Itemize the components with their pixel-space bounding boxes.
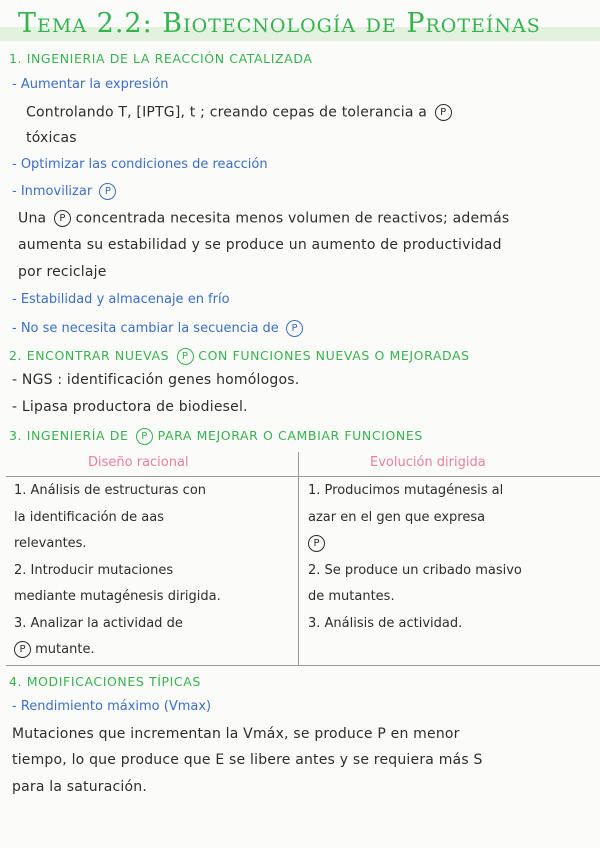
section-3-heading [9, 428, 423, 445]
s1-item-secuencia [12, 320, 303, 337]
s1-inmovilizar-text-b: aumenta su estabilidad y se produce un aumento de productividad [18, 237, 502, 253]
column-header-evolucion-dirigida: Evolución dirigida [370, 455, 486, 470]
s1-inmovilizar-text-a [18, 210, 509, 227]
left-line-last-label: mutante. [35, 642, 95, 657]
s4-text-1: Mutaciones que incrementan la Vmáx, se produce P en menor [12, 726, 460, 742]
left-line: 2. Introducir mutaciones [14, 562, 174, 578]
section-4-heading: 4. MODIFICACIONES TÍPICAS [9, 674, 201, 689]
page-title: Tema 2.2: Biotecnología de Proteínas [18, 8, 541, 39]
s1-item-inmovilizar [12, 183, 116, 200]
p-protein-symbol: P [308, 535, 325, 552]
p-protein-symbol: P [435, 104, 452, 121]
s2-line-ngs: - NGS : identificación genes homólogos. [12, 372, 300, 388]
s1-aumentar-text-b: tóxicas [26, 130, 77, 146]
s1-aumentar-text-a [26, 104, 452, 121]
comparison-table [6, 452, 600, 666]
left-line: relevantes. [14, 536, 87, 551]
section-2-heading-post: CON FUNCIONES NUEVAS O MEJORADAS [198, 348, 470, 363]
s2-line-lipasa: - Lipasa productora de biodiesel. [12, 399, 248, 415]
section-1-heading: 1. INGENIERIA DE LA REACCIÓN CATALIZADA [9, 51, 313, 66]
s1-item-estabilidad: - Estabilidad y almacenaje en frío [12, 292, 230, 307]
section-3-heading-post: PARA MEJORAR O CAMBIAR FUNCIONES [157, 428, 423, 443]
s4-text-2: tiempo, lo que produce que E se libere antes y se requiera más S [12, 752, 483, 768]
s1-inmovilizar-text-a-post: concentrada necesita menos volumen de reactivos; además [75, 210, 510, 227]
s1-inmovilizar-text-a-pre: Una [18, 210, 47, 227]
column-header-diseno-racional: Diseño racional [88, 455, 189, 470]
s1-inmovilizar-text-c: por reciclaje [18, 264, 107, 280]
s4-text-3: para la saturación. [12, 779, 148, 795]
right-line: 2. Se produce un cribado masivo [308, 562, 522, 578]
table-bottom-rule [6, 665, 600, 666]
s1-item-inmovilizar-label: - Inmovilizar [12, 184, 93, 199]
p-protein-symbol: P [54, 210, 71, 227]
p-protein-symbol: P [14, 641, 31, 658]
p-protein-symbol: P [177, 348, 194, 365]
s4-sub-rendimiento: - Rendimiento máximo (Vmax) [12, 699, 212, 714]
right-line: 1. Producimos mutagénesis al [308, 483, 504, 498]
right-line-p [308, 531, 522, 558]
s1-item-optimizar: - Optimizar las condiciones de reacción [12, 157, 268, 172]
s1-item-aumentar: - Aumentar la expresión [12, 77, 169, 92]
section-2-heading-pre: 2. ENCONTRAR NUEVAS [9, 348, 170, 363]
section-3-heading-pre: 3. INGENIERÍA DE [9, 428, 129, 443]
s1-item-secuencia-label: - No se necesita cambiar la secuencia de [12, 321, 279, 336]
right-line: 3. Análisis de actividad. [308, 615, 463, 631]
left-line: 3. Analizar la actividad de [14, 615, 183, 631]
right-line: de mutantes. [308, 589, 395, 604]
p-protein-symbol: P [136, 428, 153, 445]
cell-evolucion-dirigida [308, 478, 522, 637]
section-2-heading [9, 348, 470, 365]
p-protein-symbol: P [99, 183, 116, 200]
left-line-last [14, 637, 221, 664]
left-line: 1. Análisis de estructuras con [14, 483, 207, 498]
p-protein-symbol: P [286, 320, 303, 337]
right-line: azar en el gen que expresa [308, 509, 486, 525]
table-header-rule [6, 476, 600, 477]
table-column-divider [298, 452, 299, 666]
left-line: la identificación de aas [14, 509, 164, 525]
cell-diseno-racional [14, 478, 221, 664]
left-line: mediante mutagénesis dirigida. [14, 589, 221, 604]
s1-aumentar-text-a-label: Controlando T, [IPTG], t ; creando cepas de tolerancia a [26, 104, 428, 121]
